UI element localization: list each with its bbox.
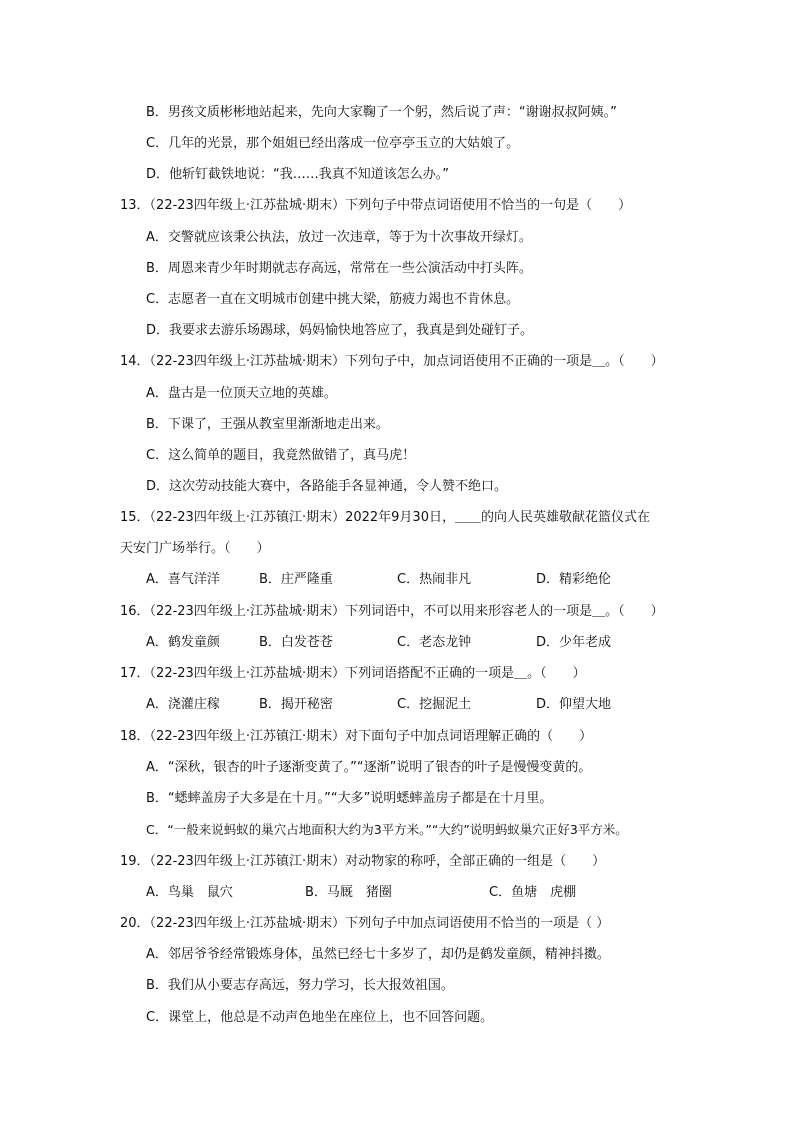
- q13-stem: 13．（22-23四年级上·江苏盐城·期末）下列句子中带点词语使用不恰当的一句是（ ）: [120, 198, 632, 213]
- q13-option-a: A．交警就应该秉公执法，放过一次违章，等于为十次事故开绿灯。: [146, 230, 532, 245]
- q20-option-a: A．邻居爷爷经常锻炼身体，虽然已经七十多岁了，却仍是鹤发童颜，精神抖擞。: [146, 947, 610, 962]
- q15-option-d: D．精彩绝伦: [536, 572, 612, 587]
- q16-option-c: C．老态龙钟: [397, 635, 472, 650]
- q17-option-d: D．仰望大地: [536, 697, 612, 712]
- q14-option-c: C．这么简单的题目，我竟然做错了，真马虎！: [146, 448, 416, 463]
- q17-stem: 17．（22-23四年级上·江苏盐城·期末）下列词语搭配不正确的一项是＿。（ ）: [120, 666, 586, 681]
- q15-option-c: C．热闹非凡: [397, 572, 472, 587]
- q14-option-a: A．盘古是一位顶天立地的英雄。: [146, 386, 337, 401]
- q12-option-b: B．男孩文质彬彬地站起来，先向大家鞠了一个躬，然后说了声：“谢谢叔叔阿姨。”: [146, 105, 617, 120]
- q20-option-c: C．课堂上，他总是不动声色地坐在座位上，也不回答问题。: [146, 1010, 494, 1025]
- q12-option-c: C．几年的光景，那个姐姐已经出落成一位亭亭玉立的大姑娘了。: [146, 136, 520, 151]
- q15-option-b: B．庄严隆重: [259, 572, 333, 587]
- q18-option-b: B．“蟋蟀盖房子大多是在十月。”“大多”说明蟋蟀盖房子都是在十月里。: [146, 791, 553, 806]
- q16-option-b: B．白发苍苍: [259, 635, 333, 650]
- q17-option-a: A．浇灌庄稼: [146, 697, 220, 712]
- q19-option-b: B．马厩 猪圈: [305, 885, 392, 900]
- q17-option-b: B．揭开秘密: [259, 697, 333, 712]
- q13-option-d: D．我要求去游乐场踢球，妈妈愉快地答应了，我真是到处碰钉子。: [146, 323, 534, 338]
- q13-option-c: C．志愿者一直在文明城市创建中挑大梁，筋疲力竭也不肯休息。: [146, 292, 520, 307]
- q16-option-a: A．鹤发童颜: [146, 635, 220, 650]
- q14-option-b: B．下课了，王强从教室里渐渐地走出来。: [146, 417, 389, 432]
- q13-option-b: B．周恩来青少年时期就志存高远，常常在一些公演活动中打头阵。: [146, 261, 532, 276]
- q16-stem: 16．（22-23四年级上·江苏盐城·期末）下列词语中，不可以用来形容老人的一项是＿。（ ）: [120, 604, 664, 619]
- q15-stem-line1: 15．（22-23四年级上·江苏镇江·期末）2022年9月30日，＿＿的向人民英雄敬献花篮仪式在: [120, 510, 650, 525]
- q17-option-c: C．挖掘泥土: [397, 697, 472, 712]
- q14-stem: 14．（22-23四年级上·江苏盐城·期末）下列句子中，加点词语使用不正确的一项是＿。（ ）: [120, 354, 664, 369]
- q18-option-c: C．“一般来说蚂蚁的巢穴占地面积大约为3平方米。”“大约”说明蚂蚁巢穴正好3平方米。: [146, 822, 628, 837]
- q20-option-b: B．我们从小要志存高远，努力学习，长大报效祖国。: [146, 978, 454, 993]
- q19-stem: 19．（22-23四年级上·江苏镇江·期末）对动物家的称呼，全部正确的一组是（ ）: [120, 854, 606, 869]
- q19-option-c: C．鱼塘 虎棚: [489, 885, 577, 900]
- q16-option-d: D．少年老成: [536, 635, 612, 650]
- q20-stem: 20．（22-23四年级上·江苏盐城·期末）下列句子中加点词语使用不恰当的一项是（ ）: [120, 916, 610, 931]
- q12-option-d: D．他斩钉截铁地说：“我……我真不知道该怎么办。”: [146, 167, 449, 182]
- q15-option-a: A．喜气洋洋: [146, 572, 220, 587]
- q15-stem-line2: 天安门广场举行。（ ）: [120, 541, 270, 556]
- q14-option-d: D．这次劳动技能大赛中，各路能手各显神通，令人赞不绝口。: [146, 479, 508, 494]
- q18-option-a: A．“深秋，银杏的叶子逐渐变黄了。”“逐渐”说明了银杏的叶子是慢慢变黄的。: [146, 760, 592, 775]
- q19-option-a: A．鸟巢 鼠穴: [146, 885, 233, 900]
- q18-stem: 18．（22-23四年级上·江苏镇江·期末）对下面句子中加点词语理解正确的（ ）: [120, 729, 593, 744]
